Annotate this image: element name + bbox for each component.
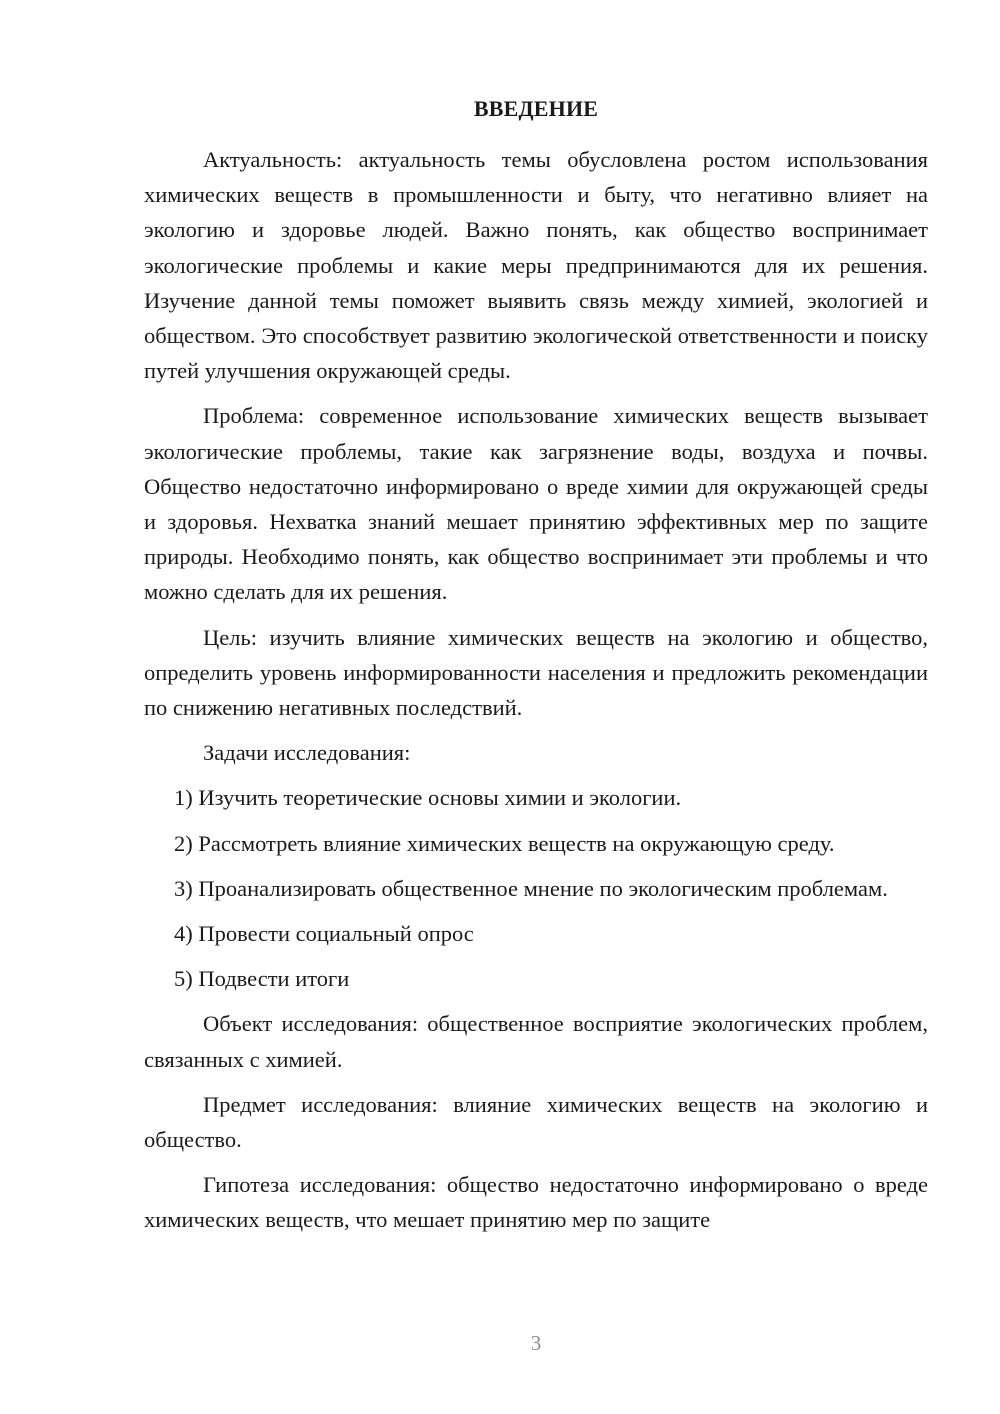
- task-item: 5) Подвести итоги: [174, 966, 350, 992]
- document-page: [144, 92, 928, 1248]
- paragraph-object: Объект исследования: общественное восприятие экологических проблем, связанных с химией.: [144, 1011, 928, 1072]
- task-item: 2) Рассмотреть влияние химических веществ на окружающую среду.: [174, 830, 835, 856]
- paragraph-relevance: Актуальность: актуальность темы обусловлена ростом использования химических веществ в промышленности и быту, что негативно влияет на экологию и здоровье людей. Важно понять, как общество воспринимает экологические проблемы и какие меры предпринимаются для их решения. Изучение данной темы поможет выявить связь между химией, экологией и обществом. Это способствует развитию экологической ответственности и поиску путей улучшения окружающей среды.: [144, 147, 928, 384]
- paragraph-goal: Цель: изучить влияние химических веществ на экологию и общество, определить уровень информированности населения и предложить рекомендации по снижению негативных последствий.: [144, 624, 928, 721]
- paragraph-tasks-heading: Задачи исследования:: [203, 740, 411, 766]
- task-item: 3) Проанализировать общественное мнение по экологическим проблемам.: [174, 875, 888, 901]
- paragraph-hypothesis: Гипотеза исследования: общество недостаточно информировано о вреде химических веществ, что мешает принятию мер по защите: [144, 1172, 928, 1233]
- task-item: 4) Провести социальный опрос: [174, 921, 474, 947]
- paragraph-subject: Предмет исследования: влияние химических веществ на экологию и общество.: [144, 1091, 928, 1153]
- page-number: 3: [530, 1331, 542, 1355]
- section-title: ВВЕДЕНИЕ: [473, 96, 599, 121]
- paragraph-problem: Проблема: современное использование химических веществ вызывает экологические проблемы, такие как загрязнение воды, воздуха и почвы. Общество недостаточно информировано о вреде химии для окружающей среды и здоровья. Нехватка знаний мешает принятию эффективных мер по защите природы. Необходимо понять, как общество воспринимает эти проблемы и что можно сделать для их решения.: [144, 403, 928, 605]
- task-item: 1) Изучить теоретические основы химии и экологии.: [174, 785, 682, 811]
